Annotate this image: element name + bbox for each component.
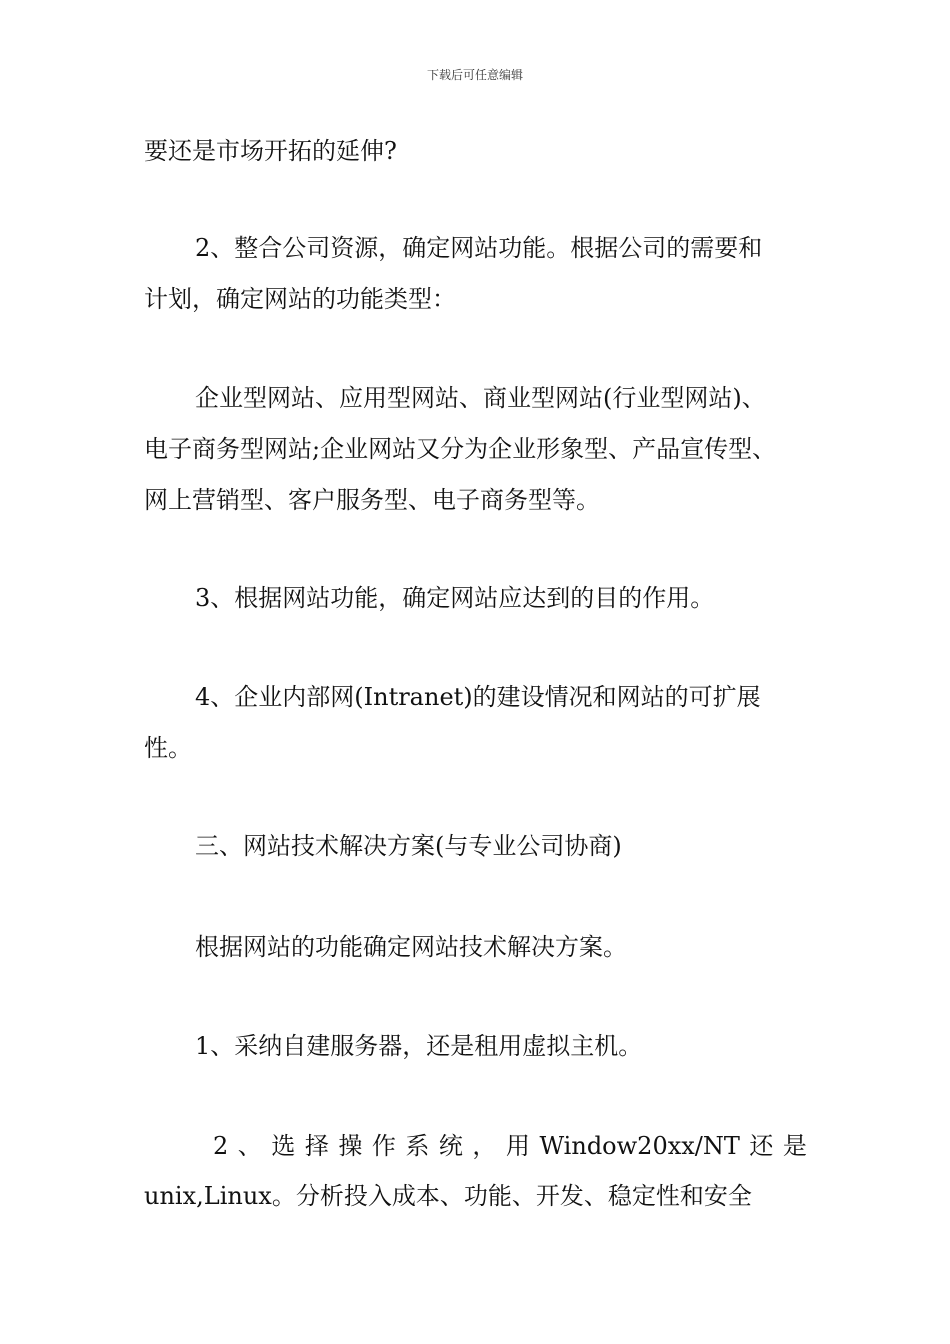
paragraph-line: 企业型网站、应用型网站、商业型网站(行业型网站)、 xyxy=(195,384,766,412)
paragraph-line: 根据网站的功能确定网站技术解决方案。 xyxy=(195,933,627,961)
paragraph-line: 网上营销型、客户服务型、电子商务型等。 xyxy=(144,486,600,514)
word: 作 xyxy=(371,1132,396,1160)
word: 择 xyxy=(304,1132,329,1160)
paragraph-line: 2、整合公司资源，确定网站功能。根据公司的需要和 xyxy=(195,234,763,262)
word: 2 xyxy=(213,1132,229,1160)
word: 统 xyxy=(438,1132,463,1160)
word: 系 xyxy=(405,1132,430,1160)
word: 还 xyxy=(749,1132,774,1160)
word: 用 xyxy=(505,1132,530,1160)
section-heading: 三、网站技术解决方案(与专业公司协商) xyxy=(195,832,622,860)
word: 选 xyxy=(271,1132,296,1160)
paragraph-line: 电子商务型网站;企业网站又分为企业形象型、产品宣传型、 xyxy=(144,435,777,463)
page-header: 下载后可任意编辑 xyxy=(426,68,523,82)
paragraph-line: 3、根据网站功能，确定网站应达到的目的作用。 xyxy=(195,584,715,612)
paragraph-line: unix,Linux。分析投入成本、功能、开发、稳定性和安全 xyxy=(144,1182,752,1210)
word: 、 xyxy=(237,1132,262,1160)
paragraph-line: 性。 xyxy=(144,734,192,762)
word: ， xyxy=(472,1132,497,1160)
justified-line xyxy=(213,1131,807,1161)
paragraph-line: 计划，确定网站的功能类型： xyxy=(144,285,456,313)
paragraph-line: 要还是市场开拓的延伸? xyxy=(144,137,397,165)
word: Window20xx/NT xyxy=(539,1132,740,1160)
paragraph-line: 4、企业内部网(Intranet)的建设情况和网站的可扩展 xyxy=(195,683,761,711)
paragraph-line: 1、采纳自建服务器，还是租用虚拟主机。 xyxy=(195,1032,643,1060)
word: 操 xyxy=(338,1132,363,1160)
word: 是 xyxy=(782,1132,807,1160)
